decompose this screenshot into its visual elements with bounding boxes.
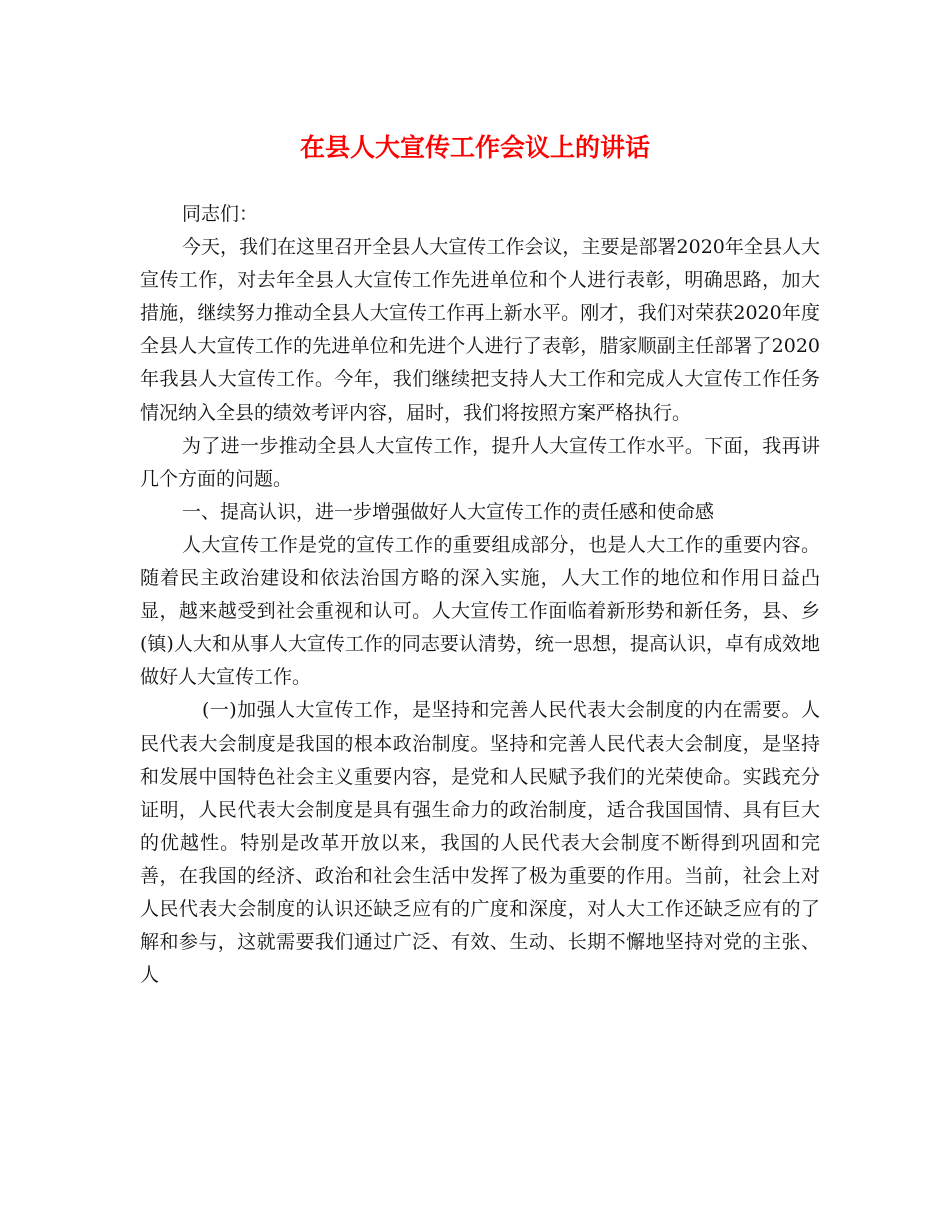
- salutation-paragraph: 同志们：: [182, 203, 259, 225]
- document-title: 在县人大宣传工作会议上的讲话: [299, 133, 650, 162]
- subsection-paragraph: (一)加强人大宣传工作，是坚持和完善人民代表大会制度的内在需要。人民代表大会制度是我国的根本政治制度。坚持和完善人民代表大会制度，是坚持和发展中国特色社会主义重要内容，是党和人民赋予我们的光荣使命。实践充分证明，人民代表大会制度是具有强生命力的政治制度，适合我国国情、具有巨大的优越性。特别是改革开放以来，我国的人民代表大会制度不断得到巩固和完善，在我国的经济、政治和社会生活中发挥了极为重要的作用。当前，社会上对人民代表大会制度的认识还缺乏应有的广度和深度，对人大工作还缺乏应有的了解和参与，这就需要我们通过广泛、有效、生动、长期不懈地坚持对党的主张、人: [140, 699, 820, 987]
- document-body: [140, 198, 820, 992]
- body-paragraph: 为了进一步推动全县人大宣传工作，提升人大宣传工作水平。下面，我再讲几个方面的问题。: [140, 434, 820, 490]
- body-paragraph: 人大宣传工作是党的宣传工作的重要组成部分，也是人大工作的重要内容。随着民主政治建设和依法治国方略的深入实施，人大工作的地位和作用日益凸显，越来越受到社会重视和认可。人大宣传工作面临着新形势和新任务，县、乡(镇)人大和从事人大宣传工作的同志要认清势，统一思想，提高认识，卓有成效地做好人大宣传工作。: [140, 533, 820, 689]
- body-paragraph: 今天，我们在这里召开全县人大宣传工作会议，主要是部署2020年全县人大宣传工作，对去年全县人大宣传工作先进单位和个人进行表彰，明确思路，加大措施，继续努力推动全县人大宣传工作再上新水平。刚才，我们对荣获2020年度全县人大宣传工作的先进单位和先进个人进行了表彰，腊家顺副主任部署了2020年我县人大宣传工作。今年，我们继续把支持人大工作和完成人大宣传工作任务情况纳入全县的绩效考评内容，届时，我们将按照方案严格执行。: [140, 236, 820, 424]
- section-heading: 一、提高认识，进一步增强做好人大宣传工作的责任感和使命感: [182, 500, 715, 523]
